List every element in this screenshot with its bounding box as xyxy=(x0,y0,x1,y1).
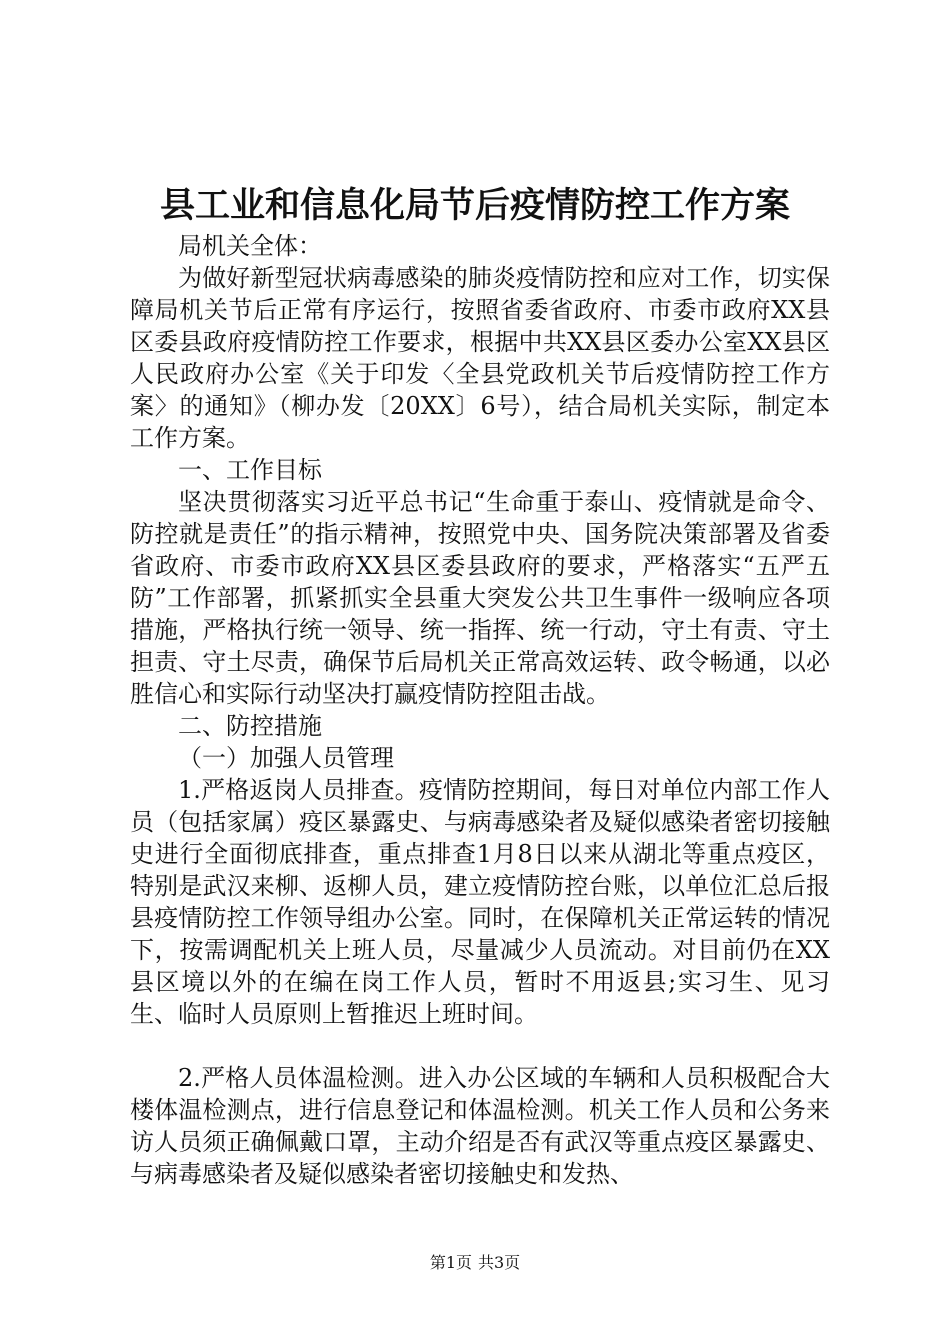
item-2-paragraph: 2.严格人员体温检测。进入办公区域的车辆和人员积极配合大楼体温检测点，进行信息登记和体温检测。机关工作人员和公务来访人员须正确佩戴口罩，主动介绍是否有武汉等重点疫区暴露史、与病毒感染者及疑似感染者密切接触史和发热、 xyxy=(130,1064,830,1188)
paragraph-spacer xyxy=(130,1030,830,1062)
page-total: 共3页 xyxy=(478,1253,521,1272)
section-heading-goals: 一、工作目标 xyxy=(178,456,322,484)
document-title: 县工业和信息化局节后疫情防控工作方案 xyxy=(159,185,790,226)
section-heading-measures: 二、防控措施 xyxy=(178,712,322,740)
intro-paragraph: 为做好新型冠状病毒感染的肺炎疫情防控和应对工作，切实保障局机关节后正常有序运行，按照省委省政府、市委市政府XX县区委县政府疫情防控工作要求，根据中共XX县区委办公室XX县区人民政府办公室《关于印发〈全县党政机关节后疫情防控工作方案〉的通知》（柳办发〔20XX〕6号），结合局机关实际，制定本工作方案。 xyxy=(130,264,830,452)
subsection-heading-personnel: （一）加强人员管理 xyxy=(178,744,394,772)
document-body xyxy=(130,230,830,1190)
goals-paragraph: 坚决贯彻落实习近平总书记“生命重于泰山、疫情就是命令、防控就是责任”的指示精神，按照党中央、国务院决策部署及省委省政府、市委市政府XX县区委县政府的要求，严格落实“五严五防”工作部署，抓紧抓实全县重大突发公共卫生事件一级响应各项措施，严格执行统一领导、统一指挥、统一行动，守土有责、守土担责、守土尽责，确保节后局机关正常高效运转、政令畅通，以必胜信心和实际行动坚决打赢疫情防控阻击战。 xyxy=(130,488,830,708)
item-1-paragraph: 1.严格返岗人员排查。疫情防控期间，每日对单位内部工作人员（包括家属）疫区暴露史、与病毒感染者及疑似感染者密切接触史进行全面彻底排查，重点排查1月8日以来从湖北等重点疫区，特别是武汉来柳、返柳人员，建立疫情防控台账，以单位汇总后报县疫情防控工作领导组办公室。同时，在保障机关正常运转的情况下，按需调配机关上班人员，尽量减少人员流动。对目前仍在XX县区境以外的在编在岗工作人员，暂时不用返县;实习生、见习生、临时人员原则上暂推迟上班时间。 xyxy=(130,776,830,1028)
page-footer xyxy=(0,1252,950,1274)
page-number: 第1页 xyxy=(429,1253,472,1272)
salutation: 局机关全体： xyxy=(178,232,322,260)
